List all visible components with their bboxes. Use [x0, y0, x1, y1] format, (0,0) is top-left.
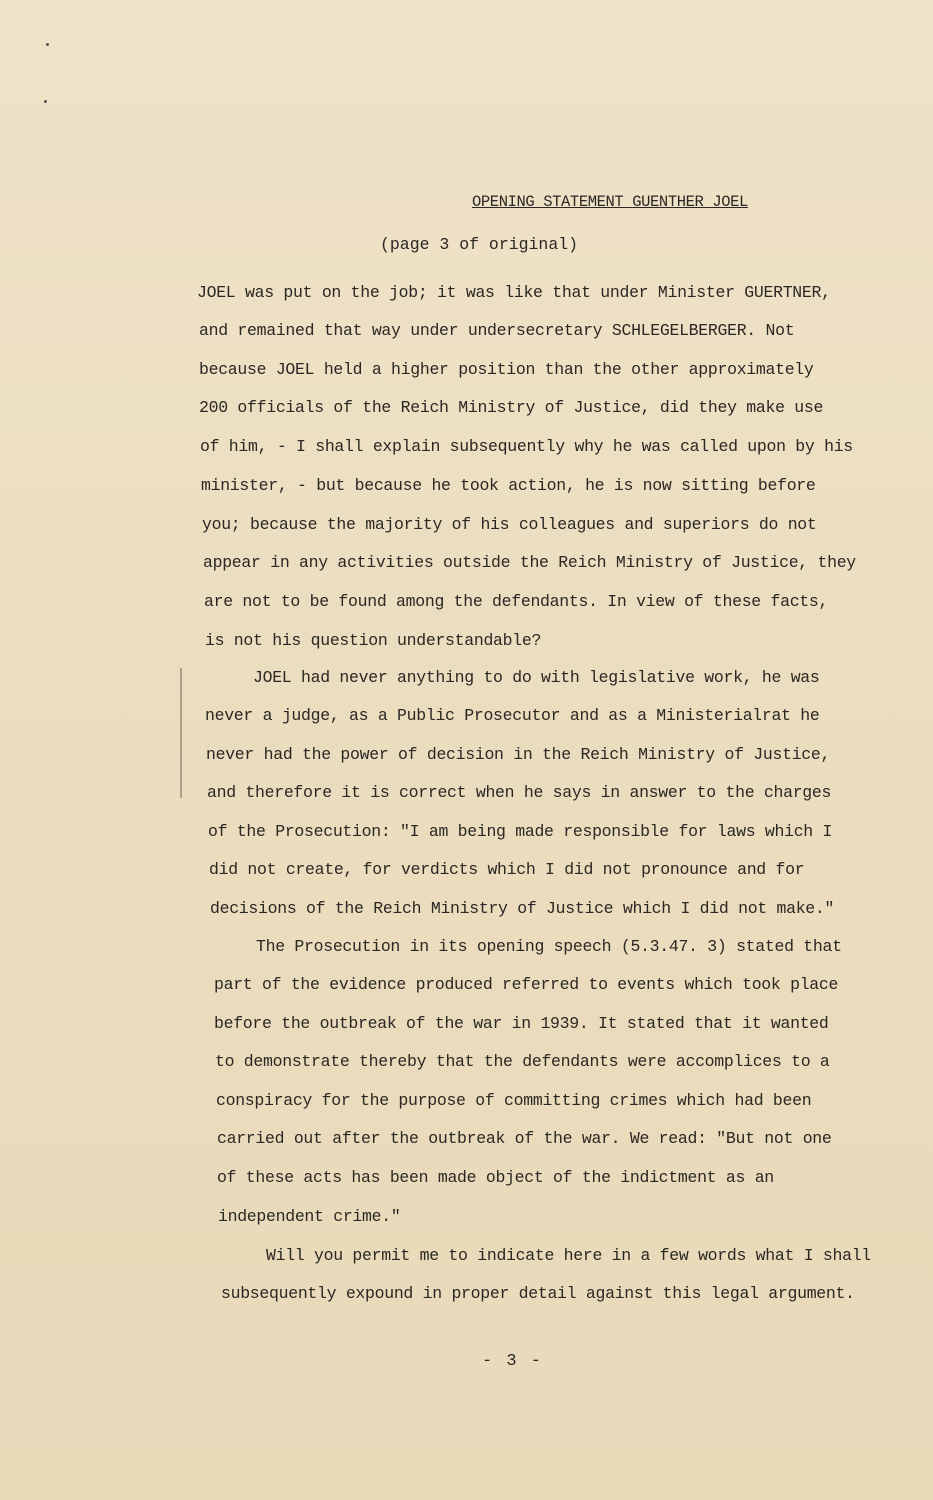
- text-line: of him, - I shall explain subsequently why he was called upon by his: [200, 437, 853, 456]
- text-line: and remained that way under undersecretary SCHLEGELBERGER. Not: [199, 321, 795, 340]
- text-line: you; because the majority of his colleagues and superiors do not: [202, 515, 817, 534]
- text-line: carried out after the outbreak of the war. We read: "But not one: [217, 1129, 832, 1148]
- text-line: to demonstrate thereby that the defendants were accomplices to a: [215, 1052, 830, 1071]
- text-line: Will you permit me to indicate here in a few words what I shall: [266, 1246, 871, 1265]
- text-line: part of the evidence produced referred to events which took place: [214, 975, 839, 994]
- text-line: of the Prosecution: "I am being made responsible for laws which I: [208, 822, 833, 841]
- text-line: minister, - but because he took action, he is now sitting before: [201, 476, 816, 495]
- text-line: 200 officials of the Reich Ministry of Justice, did they make use: [199, 398, 824, 417]
- text-line: JOEL was put on the job; it was like that under Minister GUERTNER,: [197, 283, 831, 302]
- text-line: because JOEL held a higher position than the other approximately: [199, 360, 814, 379]
- text-line: are not to be found among the defendants. In view of these facts,: [204, 592, 829, 611]
- document-subtitle: (page 3 of original): [380, 235, 579, 254]
- margin-mark: [180, 668, 182, 798]
- text-line: independent crime.": [218, 1207, 401, 1226]
- text-line: decisions of the Reich Ministry of Justice which I did not make.": [210, 899, 835, 918]
- document-title: OPENING STATEMENT GUENTHER JOEL: [472, 193, 748, 211]
- text-line: did not create, for verdicts which I did not pronounce and for: [209, 860, 805, 879]
- text-line: never a judge, as a Public Prosecutor and as a Ministerialrat he: [205, 706, 820, 725]
- text-line: subsequently expound in proper detail against this legal argument.: [221, 1284, 855, 1303]
- text-line: before the outbreak of the war in 1939. It stated that it wanted: [214, 1014, 829, 1033]
- text-line: appear in any activities outside the Reich Ministry of Justice, they: [203, 553, 856, 572]
- text-line: never had the power of decision in the Reich Ministry of Justice,: [206, 745, 831, 764]
- text-line: is not his question understandable?: [205, 631, 542, 650]
- paper-speck: [44, 100, 47, 103]
- text-line: JOEL had never anything to do with legislative work, he was: [253, 668, 820, 687]
- text-line: and therefore it is correct when he says in answer to the charges: [207, 783, 832, 802]
- text-line: of these acts has been made object of the indictment as an: [217, 1168, 774, 1187]
- paper-speck: [46, 43, 49, 46]
- page-number: - 3 -: [482, 1352, 544, 1371]
- text-line: The Prosecution in its opening speech (5.3.47. 3) stated that: [256, 937, 842, 956]
- text-line: conspiracy for the purpose of committing crimes which had been: [216, 1091, 812, 1110]
